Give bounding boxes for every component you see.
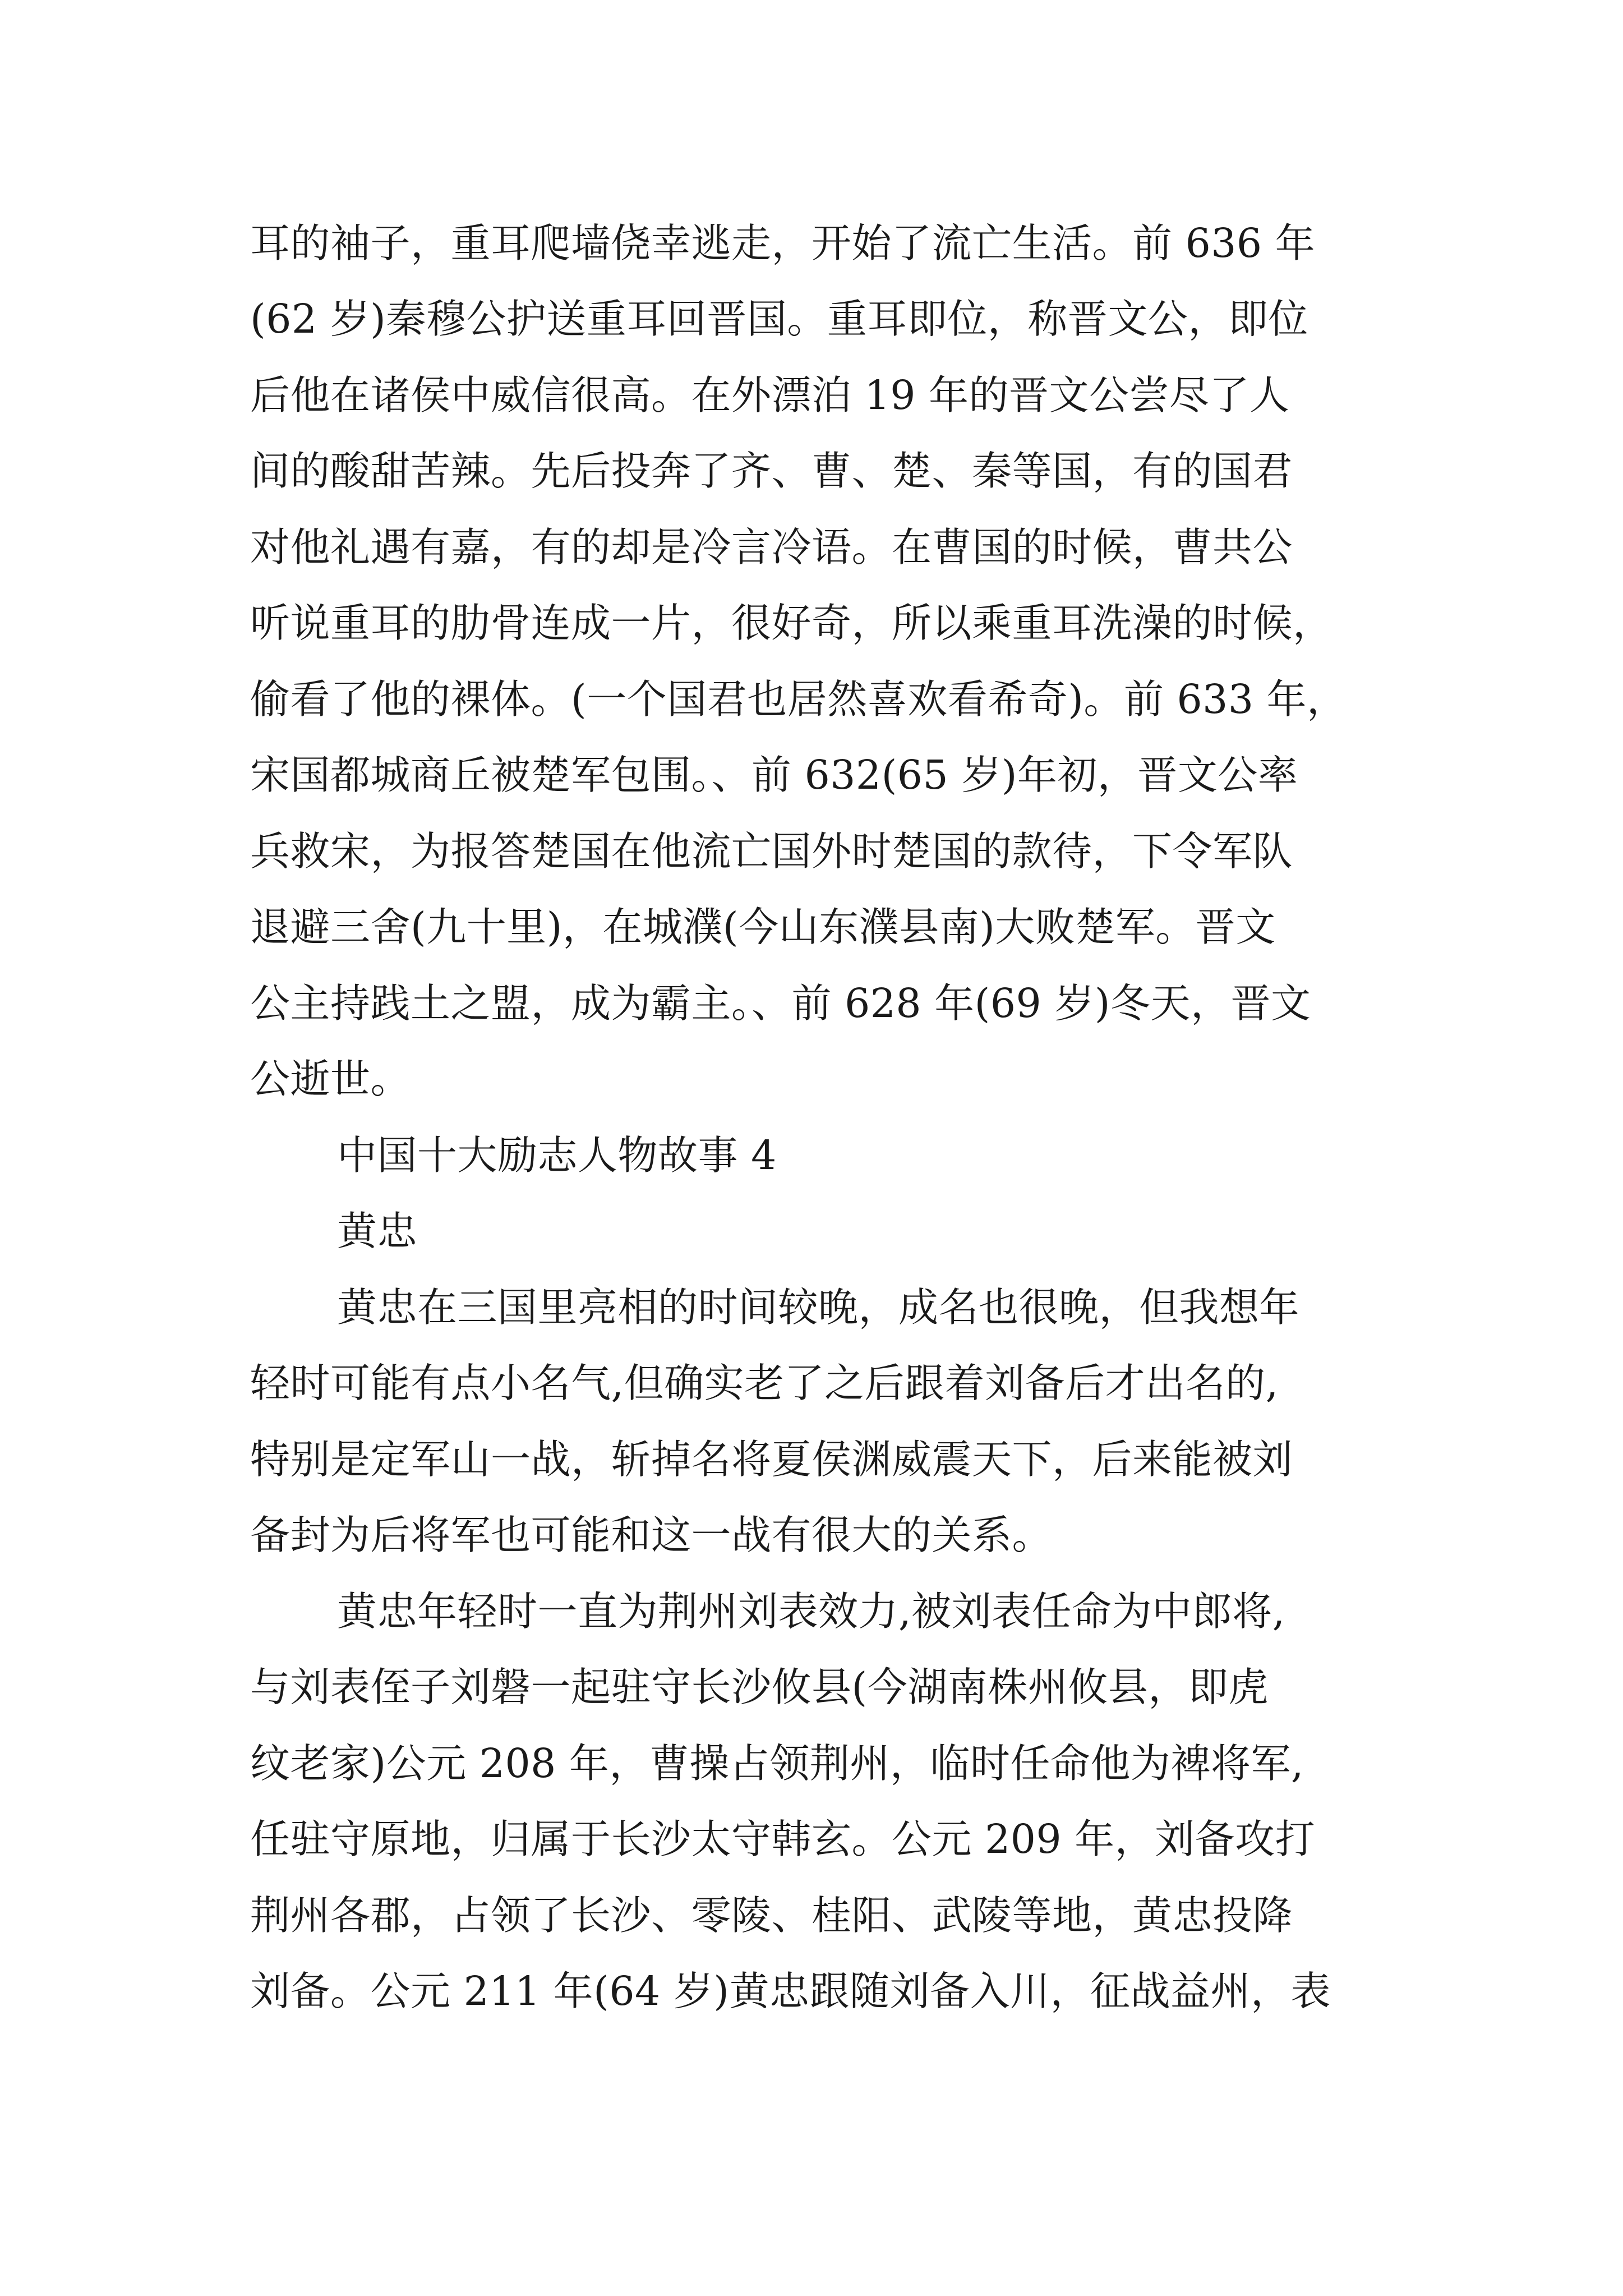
text-line: 兵救宋，为报答楚国在他流亡国外时楚国的款待，下令军队 bbox=[250, 828, 1293, 875]
text-line: 荆州各郡，占领了长沙、零陵、桂阳、武陵等地，黄忠投降 bbox=[250, 1892, 1293, 1939]
text-line: 公逝世。 bbox=[250, 1056, 411, 1102]
text-line: 与刘表侄子刘磐一起驻守长沙攸县(今湖南株州攸县，即虎 bbox=[250, 1664, 1269, 1710]
text-line: 偷看了他的裸体。(一个国君也居然喜欢看希奇)。前 633 年， bbox=[250, 676, 1347, 723]
text-line: 对他礼遇有嘉，有的却是冷言冷语。在曹国的时候，曹共公 bbox=[250, 524, 1293, 570]
text-line: 黄忠年轻时一直为荆州刘表效力,被刘表任命为中郎将, bbox=[337, 1588, 1285, 1635]
text-line: 后他在诸侯中威信很高。在外漂泊 19 年的晋文公尝尽了人 bbox=[250, 372, 1290, 418]
text-line: 听说重耳的肋骨连成一片，很好奇，所以乘重耳洗澡的时候， bbox=[250, 600, 1333, 646]
text-line: 退避三舍(九十里)，在城濮(今山东濮县南)大败楚军。晋文 bbox=[250, 904, 1276, 950]
section-heading: 中国十大励志人物故事 4 bbox=[337, 1132, 777, 1179]
text-line: 纹老家)公元 208 年，曹操占领荆州，临时任命他为裨将军, bbox=[250, 1740, 1304, 1787]
text-line: 刘备。公元 211 年(64 岁)黄忠跟随刘备入川，征战益州，表 bbox=[250, 1968, 1331, 2014]
text-line: 间的酸甜苦辣。先后投奔了齐、曹、楚、秦等国，有的国君 bbox=[250, 448, 1293, 494]
text-line: 耳的袖子，重耳爬墙侥幸逃走，开始了流亡生活。前 636 年 bbox=[250, 220, 1316, 266]
text-line: 公主持践土之盟，成为霸主。、前 628 年(69 岁)冬天，晋文 bbox=[250, 980, 1311, 1027]
section-subheading: 黄忠 bbox=[337, 1208, 418, 1254]
text-line: 轻时可能有点小名气,但确实老了之后跟着刘备后才出名的, bbox=[250, 1360, 1279, 1406]
text-line: 备封为后将军也可能和这一战有很大的关系。 bbox=[250, 1512, 1053, 1558]
text-line: 特别是定军山一战，斩掉名将夏侯渊威震天下，后来能被刘 bbox=[250, 1436, 1293, 1483]
text-line: 黄忠在三国里亮相的时间较晚，成名也很晚，但我想年 bbox=[337, 1284, 1300, 1331]
text-line: 宋国都城商丘被楚军包围。、前 632(65 岁)年初，晋文公率 bbox=[250, 752, 1298, 798]
text-line: (62 岁)秦穆公护送重耳回晋国。重耳即位，称晋文公，即位 bbox=[250, 296, 1308, 342]
text-line: 任驻守原地，归属于长沙太守韩玄。公元 209 年，刘备攻打 bbox=[250, 1816, 1316, 1862]
